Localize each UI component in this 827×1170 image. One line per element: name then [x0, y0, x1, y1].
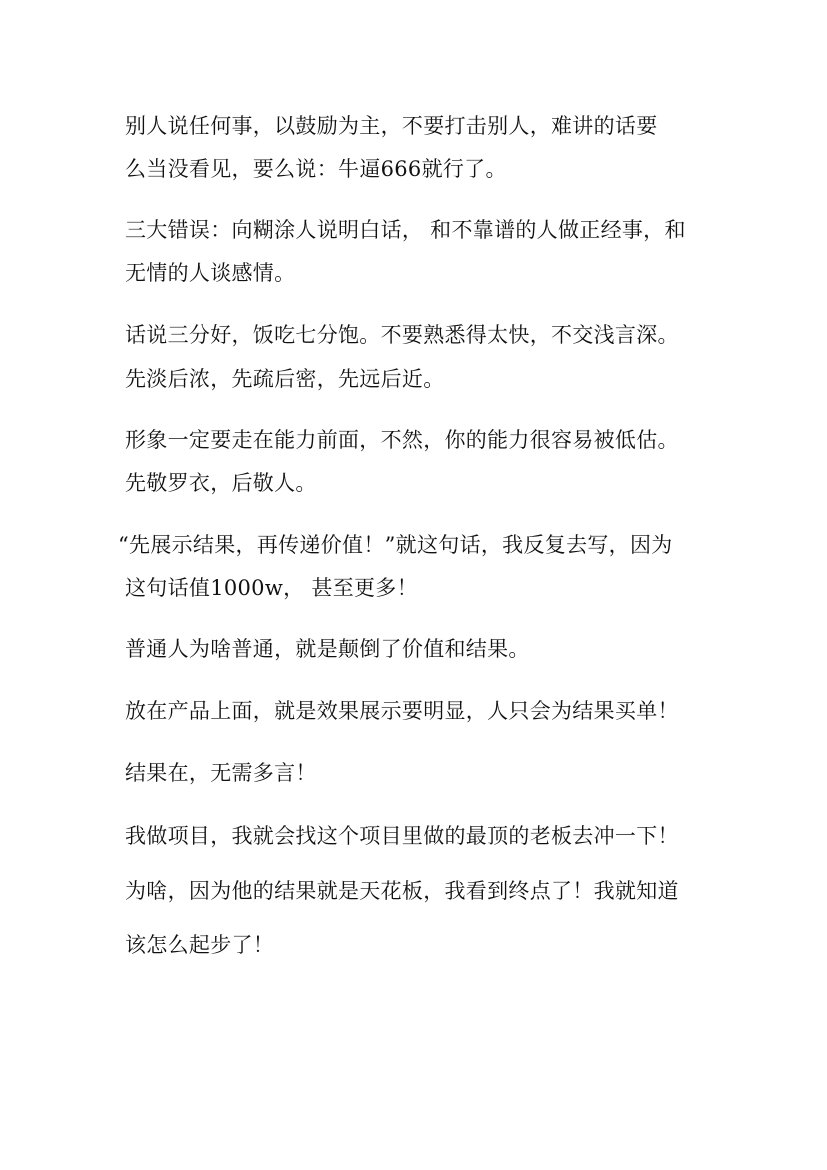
paragraph-6-line-1: 普通人为啥普通，就是颠倒了价值和结果。	[125, 637, 530, 661]
paragraph-9-line-2: 为啥，因为他的结果就是天花板，我看到终点了！我就知道	[125, 879, 679, 903]
paragraph-9-line-3: 该怎么起步了！	[125, 933, 275, 957]
paragraph-5-line-2: 这句话值1000w， 甚至更多！	[125, 576, 418, 600]
paragraph-4-line-2: 先敬罗衣，后敬人。	[125, 471, 317, 495]
paragraph-1-line-1: 别人说任何事，以鼓励为主，不要打击别人，难讲的话要	[125, 114, 658, 138]
paragraph-9-line-1: 我做项目，我就会找这个项目里做的最顶的老板去冲一下！	[125, 824, 679, 848]
paragraph-7-line-1: 放在产品上面，就是效果展示要明显，人只会为结果买单！	[125, 699, 679, 723]
paragraph-3-line-1: 话说三分好，饭吃七分饱。不要熟悉得太快，不交浅言深。	[125, 323, 679, 347]
paragraph-8-line-1: 结果在，无需多言！	[125, 761, 317, 785]
paragraph-2-line-2: 无情的人谈感情。	[125, 261, 296, 285]
paragraph-5-line-1: “先展示结果，再传递价值！”就这句话，我反复去写，因为	[118, 533, 673, 557]
paragraph-4-line-1: 形象一定要走在能力前面，不然，你的能力很容易被低估。	[125, 428, 679, 452]
paragraph-2-line-1: 三大错误：向糊涂人说明白话， 和不靠谱的人做正经事，和	[125, 218, 686, 242]
paragraph-3-line-2: 先淡后浓，先疏后密，先远后近。	[125, 367, 445, 391]
paragraph-1-line-2: 么当没看见，要么说：牛逼666就行了。	[125, 157, 507, 181]
